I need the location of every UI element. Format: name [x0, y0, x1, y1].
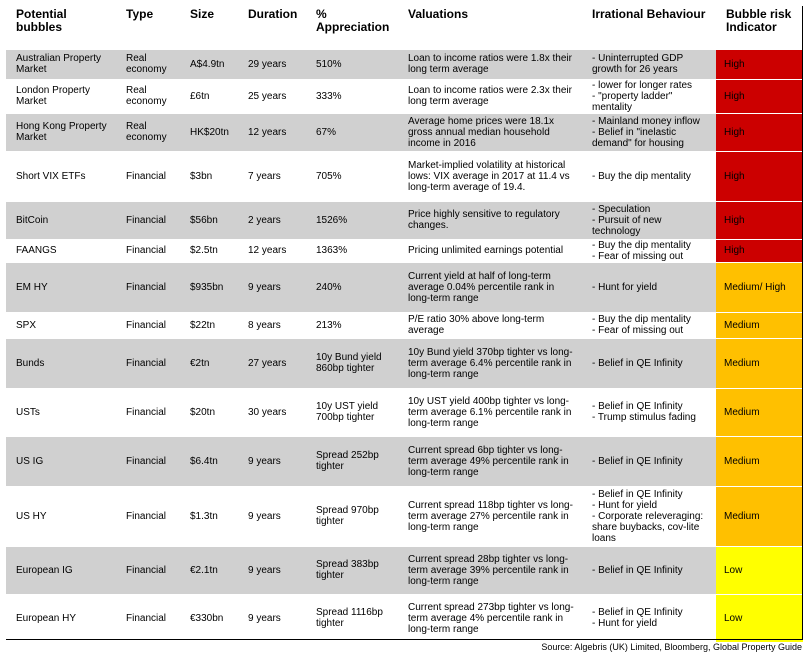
bubble-duration: 27 years — [238, 338, 306, 388]
header-duration: Duration — [238, 6, 306, 49]
bubble-size: $20tn — [180, 388, 238, 436]
bubble-duration: 8 years — [238, 312, 306, 338]
risk-indicator: High — [716, 239, 803, 262]
bubble-size: £6tn — [180, 79, 238, 113]
behaviour-item: - Belief in QE Infinity — [592, 488, 683, 500]
risk-indicator: High — [716, 201, 803, 239]
bubble-size: $56bn — [180, 201, 238, 239]
bubble-duration: 12 years — [238, 113, 306, 151]
header-behaviour: Irrational Behaviour — [582, 6, 716, 49]
bubble-valuation: P/E ratio 30% above long-term average — [398, 312, 582, 338]
bubble-valuation: Current spread 6bp tighter vs long-term average 49% percentile rank in long-term range — [398, 436, 582, 486]
bubble-behaviour — [582, 388, 716, 436]
bubble-valuation: Current spread 28bp tighter vs long-term average 39% percentile rank in long-term range — [398, 546, 582, 594]
header-valuations: Valuations — [398, 6, 582, 49]
bubble-type: Real economy — [116, 113, 180, 151]
bubble-valuation: Current yield at half of long-term average 0.04% percentile rank in long-term range — [398, 262, 582, 312]
bubble-appreciation: 240% — [306, 262, 398, 312]
bubble-valuation: Current spread 118bp tighter vs long-term average 27% percentile rank in long-term range — [398, 486, 582, 546]
risk-indicator: Medium — [716, 486, 803, 546]
behaviour-item: - Belief in QE Infinity — [592, 401, 683, 412]
bottom-rule — [6, 639, 803, 640]
risk-indicator: High — [716, 113, 803, 151]
bubble-name: US HY — [6, 486, 116, 546]
header-risk: Bubble risk Indicator — [716, 6, 803, 49]
bubble-behaviour — [582, 486, 716, 546]
bubble-name: BitCoin — [6, 201, 116, 239]
bubble-type: Financial — [116, 388, 180, 436]
bubble-size: HK$20tn — [180, 113, 238, 151]
bubble-type: Financial — [116, 594, 180, 642]
table-row — [6, 388, 803, 436]
table-row — [6, 151, 803, 201]
bubble-duration: 9 years — [238, 486, 306, 546]
bubble-duration: 25 years — [238, 79, 306, 113]
table-row — [6, 262, 803, 312]
bubble-valuation: Current spread 273bp tighter vs long-term average 4% percentile rank in long-term range — [398, 594, 582, 642]
behaviour-item: - Buy the dip mentality — [592, 314, 691, 325]
behaviour-item: - lower for longer rates — [592, 79, 693, 91]
bubble-type: Financial — [116, 312, 180, 338]
bubble-appreciation: 10y UST yield 700bp tighter — [306, 388, 398, 436]
header-bubble: Potential bubbles — [6, 6, 116, 49]
bubble-type: Financial — [116, 338, 180, 388]
bubble-name: Short VIX ETFs — [6, 151, 116, 201]
bubble-appreciation: 213% — [306, 312, 398, 338]
bubble-type: Financial — [116, 546, 180, 594]
bubble-behaviour — [582, 239, 716, 262]
table-body — [6, 49, 803, 642]
bubble-type: Financial — [116, 486, 180, 546]
bubble-appreciation: 1526% — [306, 201, 398, 239]
bubble-size: A$4.9tn — [180, 49, 238, 79]
bubble-duration: 9 years — [238, 436, 306, 486]
bubble-name: European IG — [6, 546, 116, 594]
header-row — [6, 6, 803, 49]
bubble-behaviour — [582, 436, 716, 486]
table-row — [6, 312, 803, 338]
bubble-duration: 2 years — [238, 201, 306, 239]
risk-indicator: High — [716, 49, 803, 79]
bubble-name: SPX — [6, 312, 116, 338]
bubble-appreciation: 67% — [306, 113, 398, 151]
bubble-size: $1.3tn — [180, 486, 238, 546]
bubble-name: EM HY — [6, 262, 116, 312]
bubble-name: US IG — [6, 436, 116, 486]
risk-indicator: High — [716, 79, 803, 113]
bubble-type: Financial — [116, 151, 180, 201]
bubble-valuation: 10y UST yield 400bp tighter vs long-term average 6.1% percentile rank in long-term range — [398, 388, 582, 436]
behaviour-item: - Mainland money inflow — [592, 115, 700, 127]
risk-indicator: High — [716, 151, 803, 201]
bubble-valuation: Price highly sensitive to regulatory changes. — [398, 201, 582, 239]
bubble-behaviour — [582, 546, 716, 594]
behaviour-item: - Belief in QE Infinity — [592, 455, 683, 467]
behaviour-item: - Corporate releveraging: share buybacks, cov-lite loans — [592, 510, 704, 544]
bubble-behaviour — [582, 338, 716, 388]
behaviour-item: - "property ladder" mentality — [592, 90, 673, 113]
risk-indicator: Medium — [716, 436, 803, 486]
bubble-size: $3bn — [180, 151, 238, 201]
risk-indicator: Low — [716, 546, 803, 594]
bubble-valuation: Loan to income ratios were 1.8x their long term average — [398, 49, 582, 79]
behaviour-item: - Hunt for yield — [592, 499, 658, 511]
behaviour-item: - Belief in QE Infinity — [592, 357, 683, 369]
bubble-appreciation: 705% — [306, 151, 398, 201]
bubble-duration: 9 years — [238, 546, 306, 594]
bubble-duration: 29 years — [238, 49, 306, 79]
bubble-size: €2tn — [180, 338, 238, 388]
behaviour-item: - Trump stimulus fading — [592, 412, 696, 423]
bubble-name: London Property Market — [6, 79, 116, 113]
bubble-duration: 7 years — [238, 151, 306, 201]
header-type: Type — [116, 6, 180, 49]
bubble-table — [6, 6, 803, 642]
risk-indicator: Low — [716, 594, 803, 642]
bubble-behaviour — [582, 113, 716, 151]
bubble-name: FAANGS — [6, 239, 116, 262]
table-row — [6, 486, 803, 546]
table-row — [6, 113, 803, 151]
bubble-size: $6.4tn — [180, 436, 238, 486]
bubble-appreciation: Spread 252bp tighter — [306, 436, 398, 486]
bubble-appreciation: 1363% — [306, 239, 398, 262]
table-row — [6, 436, 803, 486]
bubble-size: $935bn — [180, 262, 238, 312]
bubble-duration: 12 years — [238, 239, 306, 262]
bubble-appreciation: 10y Bund yield 860bp tighter — [306, 338, 398, 388]
behaviour-item: - Belief in "inelastic demand" for housing — [592, 126, 684, 149]
bubble-duration: 9 years — [238, 262, 306, 312]
behaviour-item: - Buy the dip mentality — [592, 239, 691, 251]
behaviour-item: - Fear of missing out — [592, 325, 684, 336]
header-appreciation: % Appreciation — [306, 6, 398, 49]
behaviour-item: - Hunt for yield — [592, 618, 658, 630]
bubble-duration: 30 years — [238, 388, 306, 436]
behaviour-item: - Fear of missing out — [592, 250, 684, 262]
bubble-valuation: Market-implied volatility at historical lows: VIX average in 2017 at 11.4 vs long-term average of 19.4. — [398, 151, 582, 201]
bubble-behaviour — [582, 49, 716, 79]
table-row — [6, 338, 803, 388]
bubble-behaviour — [582, 201, 716, 239]
table-row — [6, 49, 803, 79]
table-row — [6, 239, 803, 262]
bubble-type: Financial — [116, 262, 180, 312]
behaviour-item: - Belief in QE Infinity — [592, 607, 683, 619]
bubble-size: €2.1tn — [180, 546, 238, 594]
bubble-valuation: Average home prices were 18.1x gross annual median household income in 2016 — [398, 113, 582, 151]
table-row — [6, 546, 803, 594]
bubble-type: Financial — [116, 201, 180, 239]
behaviour-item: - Buy the dip mentality — [592, 170, 691, 182]
bubble-appreciation: Spread 383bp tighter — [306, 546, 398, 594]
table-row — [6, 201, 803, 239]
bubble-appreciation: Spread 970bp tighter — [306, 486, 398, 546]
bubble-appreciation: 333% — [306, 79, 398, 113]
behaviour-item: - Hunt for yield — [592, 281, 658, 293]
risk-indicator: Medium — [716, 312, 803, 338]
risk-indicator: Medium/ High — [716, 262, 803, 312]
bubble-name: Hong Kong Property Market — [6, 113, 116, 151]
bubble-name: Bunds — [6, 338, 116, 388]
bubble-behaviour — [582, 151, 716, 201]
behaviour-item: - Belief in QE Infinity — [592, 564, 683, 576]
bubble-behaviour — [582, 262, 716, 312]
source-note: Source: Algebris (UK) Limited, Bloomberg, Global Property Guide — [541, 642, 802, 652]
bubble-size: $22tn — [180, 312, 238, 338]
bubble-valuation: Loan to income ratios were 2.3x their long term average — [398, 79, 582, 113]
bubble-behaviour — [582, 594, 716, 642]
bubble-name: Australian Property Market — [6, 49, 116, 79]
behaviour-item: - Uninterrupted GDP growth for 26 years — [592, 53, 683, 75]
table-row — [6, 594, 803, 642]
bubble-type: Financial — [116, 436, 180, 486]
bubble-size: €330bn — [180, 594, 238, 642]
bubble-behaviour — [582, 79, 716, 113]
behaviour-item: - Speculation — [592, 203, 651, 215]
bubble-name: USTs — [6, 388, 116, 436]
table-row — [6, 79, 803, 113]
behaviour-item: - Pursuit of new technology — [592, 214, 662, 237]
bubble-type: Real economy — [116, 79, 180, 113]
bubble-type: Financial — [116, 239, 180, 262]
risk-indicator: Medium — [716, 338, 803, 388]
bubble-valuation: 10y Bund yield 370bp tighter vs long-term average 6.4% percentile rank in long-term range — [398, 338, 582, 388]
bubble-behaviour — [582, 312, 716, 338]
bubble-valuation: Pricing unlimited earnings potential — [398, 239, 582, 262]
risk-indicator: Medium — [716, 388, 803, 436]
bubble-duration: 9 years — [238, 594, 306, 642]
bubble-type: Real economy — [116, 49, 180, 79]
bubble-appreciation: 510% — [306, 49, 398, 79]
header-size: Size — [180, 6, 238, 49]
bubble-appreciation: Spread 1116bp tighter — [306, 594, 398, 642]
bubble-size: $2.5tn — [180, 239, 238, 262]
bubble-name: European HY — [6, 594, 116, 642]
